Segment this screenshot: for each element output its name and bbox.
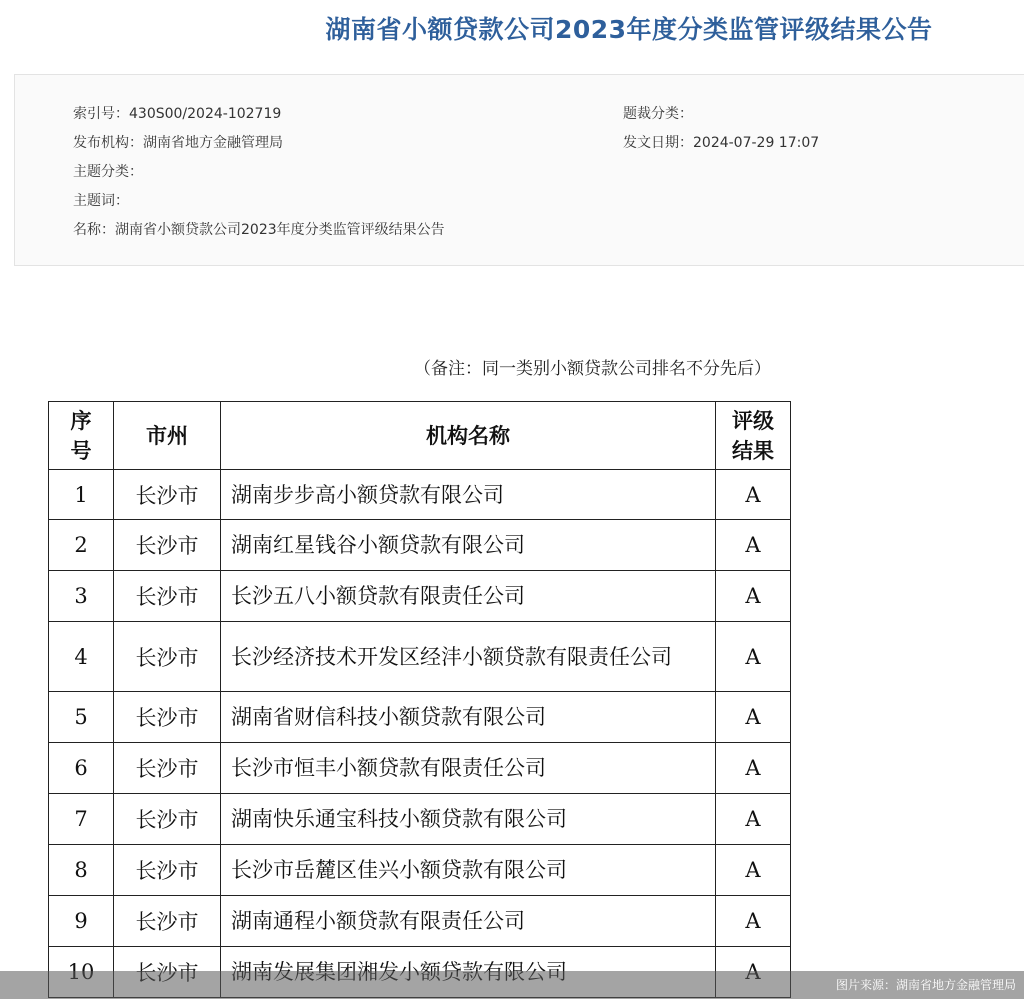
row-institution: 湖南快乐通宝科技小额贷款有限公司 [221, 794, 716, 845]
row-institution: 长沙经济技术开发区经沣小额贷款有限责任公司 [221, 622, 716, 692]
row-number: 1 [49, 470, 114, 520]
table-row [49, 896, 791, 947]
document-metadata-panel [14, 74, 1024, 266]
row-number: 9 [49, 896, 114, 947]
row-number: 6 [49, 743, 114, 794]
row-number: 2 [49, 520, 114, 571]
row-grade: A [716, 520, 791, 571]
row-city: 长沙市 [114, 470, 221, 520]
table-row [49, 845, 791, 896]
table-row [49, 692, 791, 743]
row-city: 长沙市 [114, 692, 221, 743]
row-grade: A [716, 743, 791, 794]
table-header-row [49, 402, 791, 470]
ranking-note: （备注：同一类别小额贷款公司排名不分先后） [414, 359, 771, 379]
table-row [49, 520, 791, 571]
row-grade: A [716, 692, 791, 743]
row-city: 长沙市 [114, 571, 221, 622]
row-institution: 长沙市恒丰小额贷款有限责任公司 [221, 743, 716, 794]
row-grade: A [716, 896, 791, 947]
row-city: 长沙市 [114, 622, 221, 692]
row-city: 长沙市 [114, 794, 221, 845]
keywords: 主题词： [73, 193, 129, 209]
table-row [49, 622, 791, 692]
row-institution: 湖南红星钱谷小额贷款有限公司 [221, 520, 716, 571]
row-grade: A [716, 794, 791, 845]
header-city: 市州 [114, 402, 221, 470]
row-grade: A [716, 845, 791, 896]
row-city: 长沙市 [114, 896, 221, 947]
row-institution: 湖南省财信科技小额贷款有限公司 [221, 692, 716, 743]
table-row [49, 470, 791, 520]
header-grade-line1: 评级 [732, 408, 774, 433]
rating-table [48, 401, 791, 998]
page-title: 湖南省小额贷款公司2023年度分类监管评级结果公告 [325, 15, 933, 44]
image-source-caption: 图片来源：湖南省地方金融管理局 [835, 978, 1016, 992]
row-number: 8 [49, 845, 114, 896]
category-title: 题裁分类： [623, 106, 693, 122]
issuing-agency: 发布机构：湖南省地方金融管理局 [73, 135, 283, 151]
row-institution: 长沙市岳麓区佳兴小额贷款有限公司 [221, 845, 716, 896]
publish-date: 发文日期：2024-07-29 17:07 [623, 135, 820, 151]
header-number-line2: 号 [70, 438, 92, 463]
topic-category: 主题分类： [73, 164, 143, 180]
row-number: 3 [49, 571, 114, 622]
index-number: 索引号：430S00/2024-102719 [73, 106, 282, 122]
row-grade: A [716, 571, 791, 622]
header-institution: 机构名称 [221, 402, 716, 470]
header-number [49, 402, 114, 470]
row-institution: 长沙五八小额贷款有限责任公司 [221, 571, 716, 622]
row-number: 5 [49, 692, 114, 743]
header-grade [716, 402, 791, 470]
document-name: 名称：湖南省小额贷款公司2023年度分类监管评级结果公告 [73, 222, 445, 238]
table-row [49, 571, 791, 622]
row-city: 长沙市 [114, 743, 221, 794]
row-grade: A [716, 470, 791, 520]
table-row [49, 743, 791, 794]
row-institution: 湖南通程小额贷款有限责任公司 [221, 896, 716, 947]
header-number-line1: 序 [70, 408, 92, 433]
row-number: 4 [49, 622, 114, 692]
table-row [49, 794, 791, 845]
row-number: 7 [49, 794, 114, 845]
row-city: 长沙市 [114, 520, 221, 571]
header-grade-line2: 结果 [732, 438, 774, 463]
row-grade: A [716, 622, 791, 692]
row-institution: 湖南步步高小额贷款有限公司 [221, 470, 716, 520]
row-city: 长沙市 [114, 845, 221, 896]
